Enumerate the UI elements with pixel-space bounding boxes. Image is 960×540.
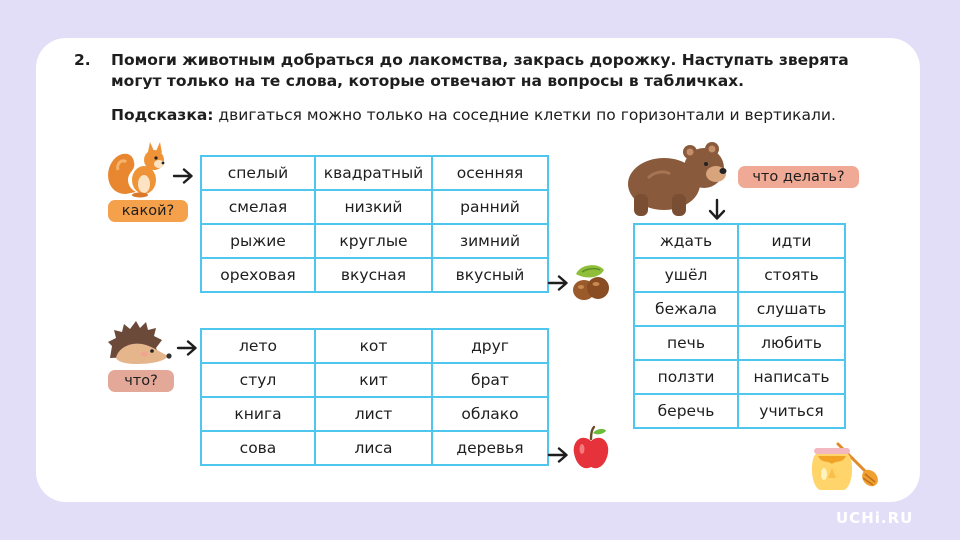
grid-cell[interactable]: стоять xyxy=(738,258,845,292)
table-row xyxy=(201,258,548,292)
grid-cell[interactable]: деревья xyxy=(432,431,548,465)
arrow-right-icon xyxy=(547,275,569,291)
grid-cell[interactable]: книга xyxy=(201,397,315,431)
hazelnut-icon xyxy=(570,262,612,302)
honey-pot-icon xyxy=(808,434,880,494)
grid-cell[interactable]: лето xyxy=(201,329,315,363)
table-row xyxy=(634,326,845,360)
grid-cell[interactable]: низкий xyxy=(315,190,432,224)
grid-cell[interactable]: друг xyxy=(432,329,548,363)
grid-cell[interactable]: кот xyxy=(315,329,432,363)
question-badge-hedgehog: что? xyxy=(108,370,174,392)
task-line-2: могут только на те слова, которые отвечают на вопросы в табличках. xyxy=(111,72,745,90)
table-row xyxy=(201,224,548,258)
grid-cell[interactable]: слушать xyxy=(738,292,845,326)
grid-cell[interactable]: облако xyxy=(432,397,548,431)
table-row xyxy=(201,190,548,224)
squirrel-icon xyxy=(106,140,170,198)
grid-cell[interactable]: кит xyxy=(315,363,432,397)
grid-cell[interactable]: любить xyxy=(738,326,845,360)
verb-grid xyxy=(633,223,846,429)
table-row xyxy=(201,363,548,397)
question-badge-bear: что делать? xyxy=(738,166,859,188)
grid-cell[interactable]: сова xyxy=(201,431,315,465)
grid-cell[interactable]: квадратный xyxy=(315,156,432,190)
table-row xyxy=(201,431,548,465)
grid-cell[interactable]: круглые xyxy=(315,224,432,258)
task-number: 2. xyxy=(74,51,91,69)
table-row xyxy=(634,394,845,428)
arrow-right-icon xyxy=(176,340,198,356)
table-row xyxy=(634,258,845,292)
arrow-right-icon xyxy=(547,447,569,463)
question-badge-squirrel: какой? xyxy=(108,200,188,222)
grid-cell[interactable]: учиться xyxy=(738,394,845,428)
grid-cell[interactable]: спелый xyxy=(201,156,315,190)
noun-grid xyxy=(200,328,549,466)
arrow-right-icon xyxy=(172,168,194,184)
grid-cell[interactable]: зимний xyxy=(432,224,548,258)
hint-text: двигаться можно только на соседние клетки по горизонтали и вертикали. xyxy=(213,106,836,124)
task-line-1: Помоги животным добраться до лакомства, закрась дорожку. Наступать зверята xyxy=(111,51,849,69)
table-row xyxy=(201,397,548,431)
grid-cell[interactable]: ползти xyxy=(634,360,738,394)
hedgehog-icon xyxy=(106,318,176,366)
grid-cell[interactable]: рыжие xyxy=(201,224,315,258)
grid-cell[interactable]: стул xyxy=(201,363,315,397)
hint xyxy=(111,105,911,126)
task-statement xyxy=(74,50,894,92)
grid-cell[interactable]: лиса xyxy=(315,431,432,465)
hint-label: Подсказка: xyxy=(111,106,214,124)
grid-cell[interactable]: лист xyxy=(315,397,432,431)
apple-icon xyxy=(572,425,610,471)
grid-cell[interactable]: вкусная xyxy=(315,258,432,292)
grid-cell[interactable]: бежала xyxy=(634,292,738,326)
table-row xyxy=(634,224,845,258)
grid-cell[interactable]: осенняя xyxy=(432,156,548,190)
grid-cell[interactable]: ореховая xyxy=(201,258,315,292)
table-row xyxy=(634,360,845,394)
grid-cell[interactable]: ждать xyxy=(634,224,738,258)
grid-cell[interactable]: идти xyxy=(738,224,845,258)
grid-cell[interactable]: печь xyxy=(634,326,738,360)
grid-cell[interactable]: беречь xyxy=(634,394,738,428)
table-row xyxy=(201,156,548,190)
arrow-down-icon xyxy=(708,198,726,222)
table-row xyxy=(634,292,845,326)
grid-cell[interactable]: ранний xyxy=(432,190,548,224)
table-row xyxy=(201,329,548,363)
adjective-grid xyxy=(200,155,549,293)
brand-logo: UCHi.RU xyxy=(836,509,914,527)
grid-cell[interactable]: смелая xyxy=(201,190,315,224)
grid-cell[interactable]: написать xyxy=(738,360,845,394)
grid-cell[interactable]: вкусный xyxy=(432,258,548,292)
grid-cell[interactable]: брат xyxy=(432,363,548,397)
grid-cell[interactable]: ушёл xyxy=(634,258,738,292)
